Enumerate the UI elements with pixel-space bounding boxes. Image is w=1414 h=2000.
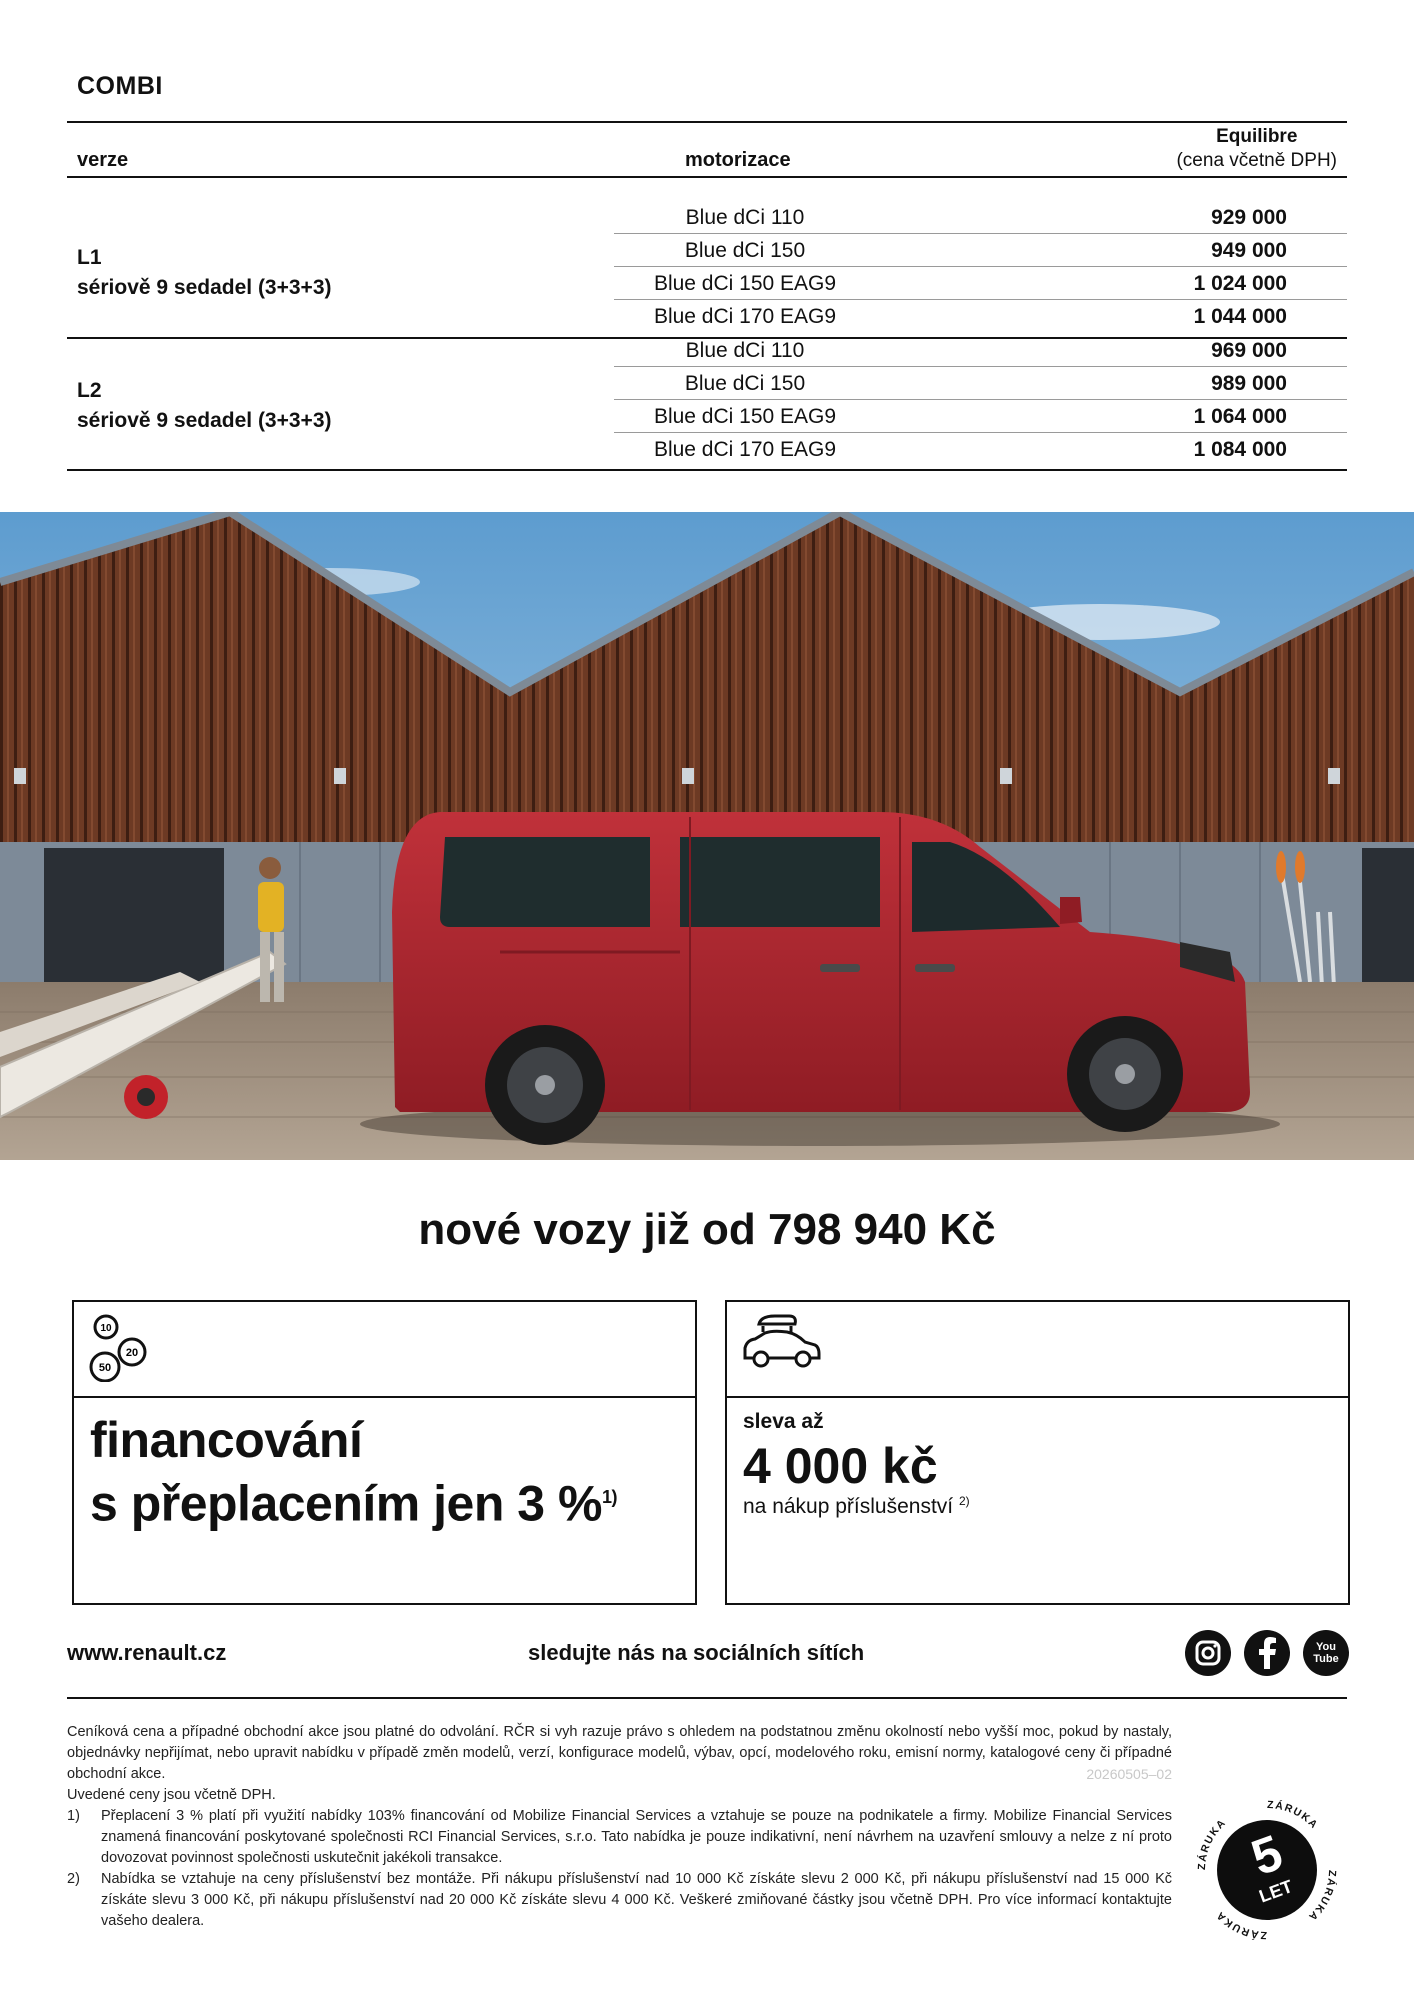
price-cell: 1 084 000 <box>1193 438 1287 461</box>
discount-amount: 4 000 kč <box>743 1438 938 1494</box>
coin-20: 20 <box>125 1347 139 1359</box>
group-name: L1 <box>77 246 102 269</box>
table-row <box>614 300 1347 333</box>
legal-intro: Ceníková cena a případné obchodní akce jsou platné do odvolání. RČR si vyh razuje právo s ohledem na podstatnou změnu okolností nebo vyšší moc, pokud by nastaly, objednávky nepřijímat, nebo upravit nabídku v případě změn modelů, verzí, konfigurace modelů, výbav, opcí, modelového roku, emisní normy, katalogové ceny či případné obchodní akce. <box>67 1724 1172 1782</box>
table-row <box>614 201 1347 234</box>
engine-cell: Blue dCi 170 EAG9 <box>653 438 837 461</box>
coin-50: 50 <box>98 1362 112 1374</box>
price-cell: 1 024 000 <box>1193 272 1287 295</box>
discount-label: sleva až <box>743 1410 824 1433</box>
footnote-2 <box>67 1869 1172 1932</box>
group-label <box>77 376 332 436</box>
column-header-equilibre <box>1176 125 1337 173</box>
discount-note <box>743 1494 970 1519</box>
group-label <box>77 243 332 303</box>
price-cell: 949 000 <box>1211 239 1287 262</box>
financing-title <box>90 1412 617 1533</box>
ring-text-1: ZÁRUKA <box>1195 1816 1229 1871</box>
group-description: sériově 9 sedadel (3+3+3) <box>77 409 332 432</box>
social-icons <box>1185 1630 1349 1676</box>
discount-note-text: na nákup příslušenství <box>743 1495 954 1518</box>
headline-price-from: nové vozy již od 798 940 Kč <box>418 1205 996 1254</box>
facebook-icon[interactable] <box>1244 1630 1290 1676</box>
footnote-marker-1: 1) <box>601 1487 617 1507</box>
footnote-1 <box>67 1806 1172 1869</box>
engine-cell: Blue dCi 150 <box>684 239 806 262</box>
trim-price-note: (cena včetně DPH) <box>1176 150 1337 171</box>
trim-name: Equilibre <box>1216 126 1298 147</box>
financing-line-1: financování <box>90 1412 363 1468</box>
ring-text-3: ZÁRUKA <box>1305 1869 1339 1924</box>
footnote-text: Nabídka se vztahuje na ceny příslušenství bez montáže. Při nákupu příslušenství nad 10 000 Kč získáte slevu 2 000 Kč, při nákupu příslušenství nad 15 000 Kč získáte slevu 3 000 Kč, při nákupu příslušenství nad 20 000 Kč získáte slevu 4 000 Kč. Veškeré zmiňované částky jsou včetně DPH. Pro více informací kontaktujte vašeho dealera. <box>101 1871 1172 1929</box>
engine-cell: Blue dCi 150 EAG9 <box>653 272 837 295</box>
van-scene-illustration <box>0 512 1414 1160</box>
financing-line-2-text: s přeplacením jen 3 % <box>90 1475 602 1532</box>
box-divider <box>74 1396 695 1398</box>
table-row <box>614 367 1347 400</box>
engine-cell: Blue dCi 110 <box>685 339 805 362</box>
warranty-number: 5 <box>1244 1824 1290 1887</box>
version-group-l2 <box>67 334 1347 469</box>
youtube-label: You Tube <box>1313 1641 1339 1665</box>
accessories-offer-box <box>725 1300 1350 1605</box>
price-cell: 969 000 <box>1211 339 1287 362</box>
footer-rule <box>67 1697 1347 1699</box>
hero-photo-van <box>0 512 1414 1160</box>
version-group-l1 <box>67 201 1347 336</box>
engine-cell: Blue dCi 110 <box>685 206 805 229</box>
price-cell: 1 064 000 <box>1193 405 1287 428</box>
engine-cell: Blue dCi 150 EAG9 <box>653 405 837 428</box>
price-cell: 989 000 <box>1211 372 1287 395</box>
footnote-marker-2: 2) <box>958 1494 970 1508</box>
box-divider <box>727 1396 1348 1398</box>
table-bottom-rule <box>67 469 1347 471</box>
youtube-icon[interactable] <box>1303 1630 1349 1676</box>
table-row <box>614 334 1347 367</box>
ring-text-4: ZÁRUKA <box>1213 1908 1268 1942</box>
car-roofbox-icon <box>739 1312 823 1381</box>
table-row <box>614 400 1347 433</box>
coins-icon <box>86 1312 156 1387</box>
table-row <box>614 267 1347 300</box>
price-cell: 1 044 000 <box>1193 305 1287 328</box>
engine-cell: Blue dCi 150 <box>684 372 806 395</box>
column-header-verze: verze <box>77 149 129 171</box>
warranty-5-years-badge <box>1192 1795 1342 1945</box>
legal-disclaimer <box>67 1722 1172 1932</box>
section-title: COMBI <box>77 72 163 100</box>
engine-cell: Blue dCi 170 EAG9 <box>653 305 837 328</box>
footnote-number: 2) <box>67 1871 80 1887</box>
ring-text-2: ZÁRUKA <box>1266 1798 1321 1832</box>
coin-10: 10 <box>100 1323 112 1334</box>
group-name: L2 <box>77 379 102 402</box>
group-description: sériově 9 sedadel (3+3+3) <box>77 276 332 299</box>
website-link[interactable]: www.renault.cz <box>67 1640 227 1665</box>
header-rule <box>67 176 1347 178</box>
table-row <box>614 433 1347 466</box>
price-cell: 929 000 <box>1211 206 1287 229</box>
table-row <box>614 234 1347 267</box>
instagram-icon[interactable] <box>1185 1630 1231 1676</box>
warranty-unit: LET <box>1256 1876 1296 1907</box>
document-code: 20260505–02 <box>1086 1766 1172 1782</box>
financing-offer-box <box>72 1300 697 1605</box>
footnote-number: 1) <box>67 1808 80 1824</box>
footnote-text: Přeplacení 3 % platí při využití nabídky 103% financování od Mobilize Financial Services a vztahuje se pouze na podnikatele a firmy. Mobilize Financial Services znamená financování poskytované společnosti RCI Financial Services, s.r.o. Tato nabídka je pouze indikativní, není návrhem na uzavření smlouvy a nelze z ní proto dovozovat povinnost společnosti uskutečnit jakékoli transakce. <box>101 1808 1172 1866</box>
vat-note: Uvedené ceny jsou včetně DPH. <box>67 1787 276 1803</box>
financing-line-2 <box>90 1469 617 1533</box>
social-follow-text: sledujte nás na sociálních sítích <box>528 1640 865 1665</box>
table-top-rule <box>67 121 1347 123</box>
column-header-motorizace: motorizace <box>685 149 791 171</box>
